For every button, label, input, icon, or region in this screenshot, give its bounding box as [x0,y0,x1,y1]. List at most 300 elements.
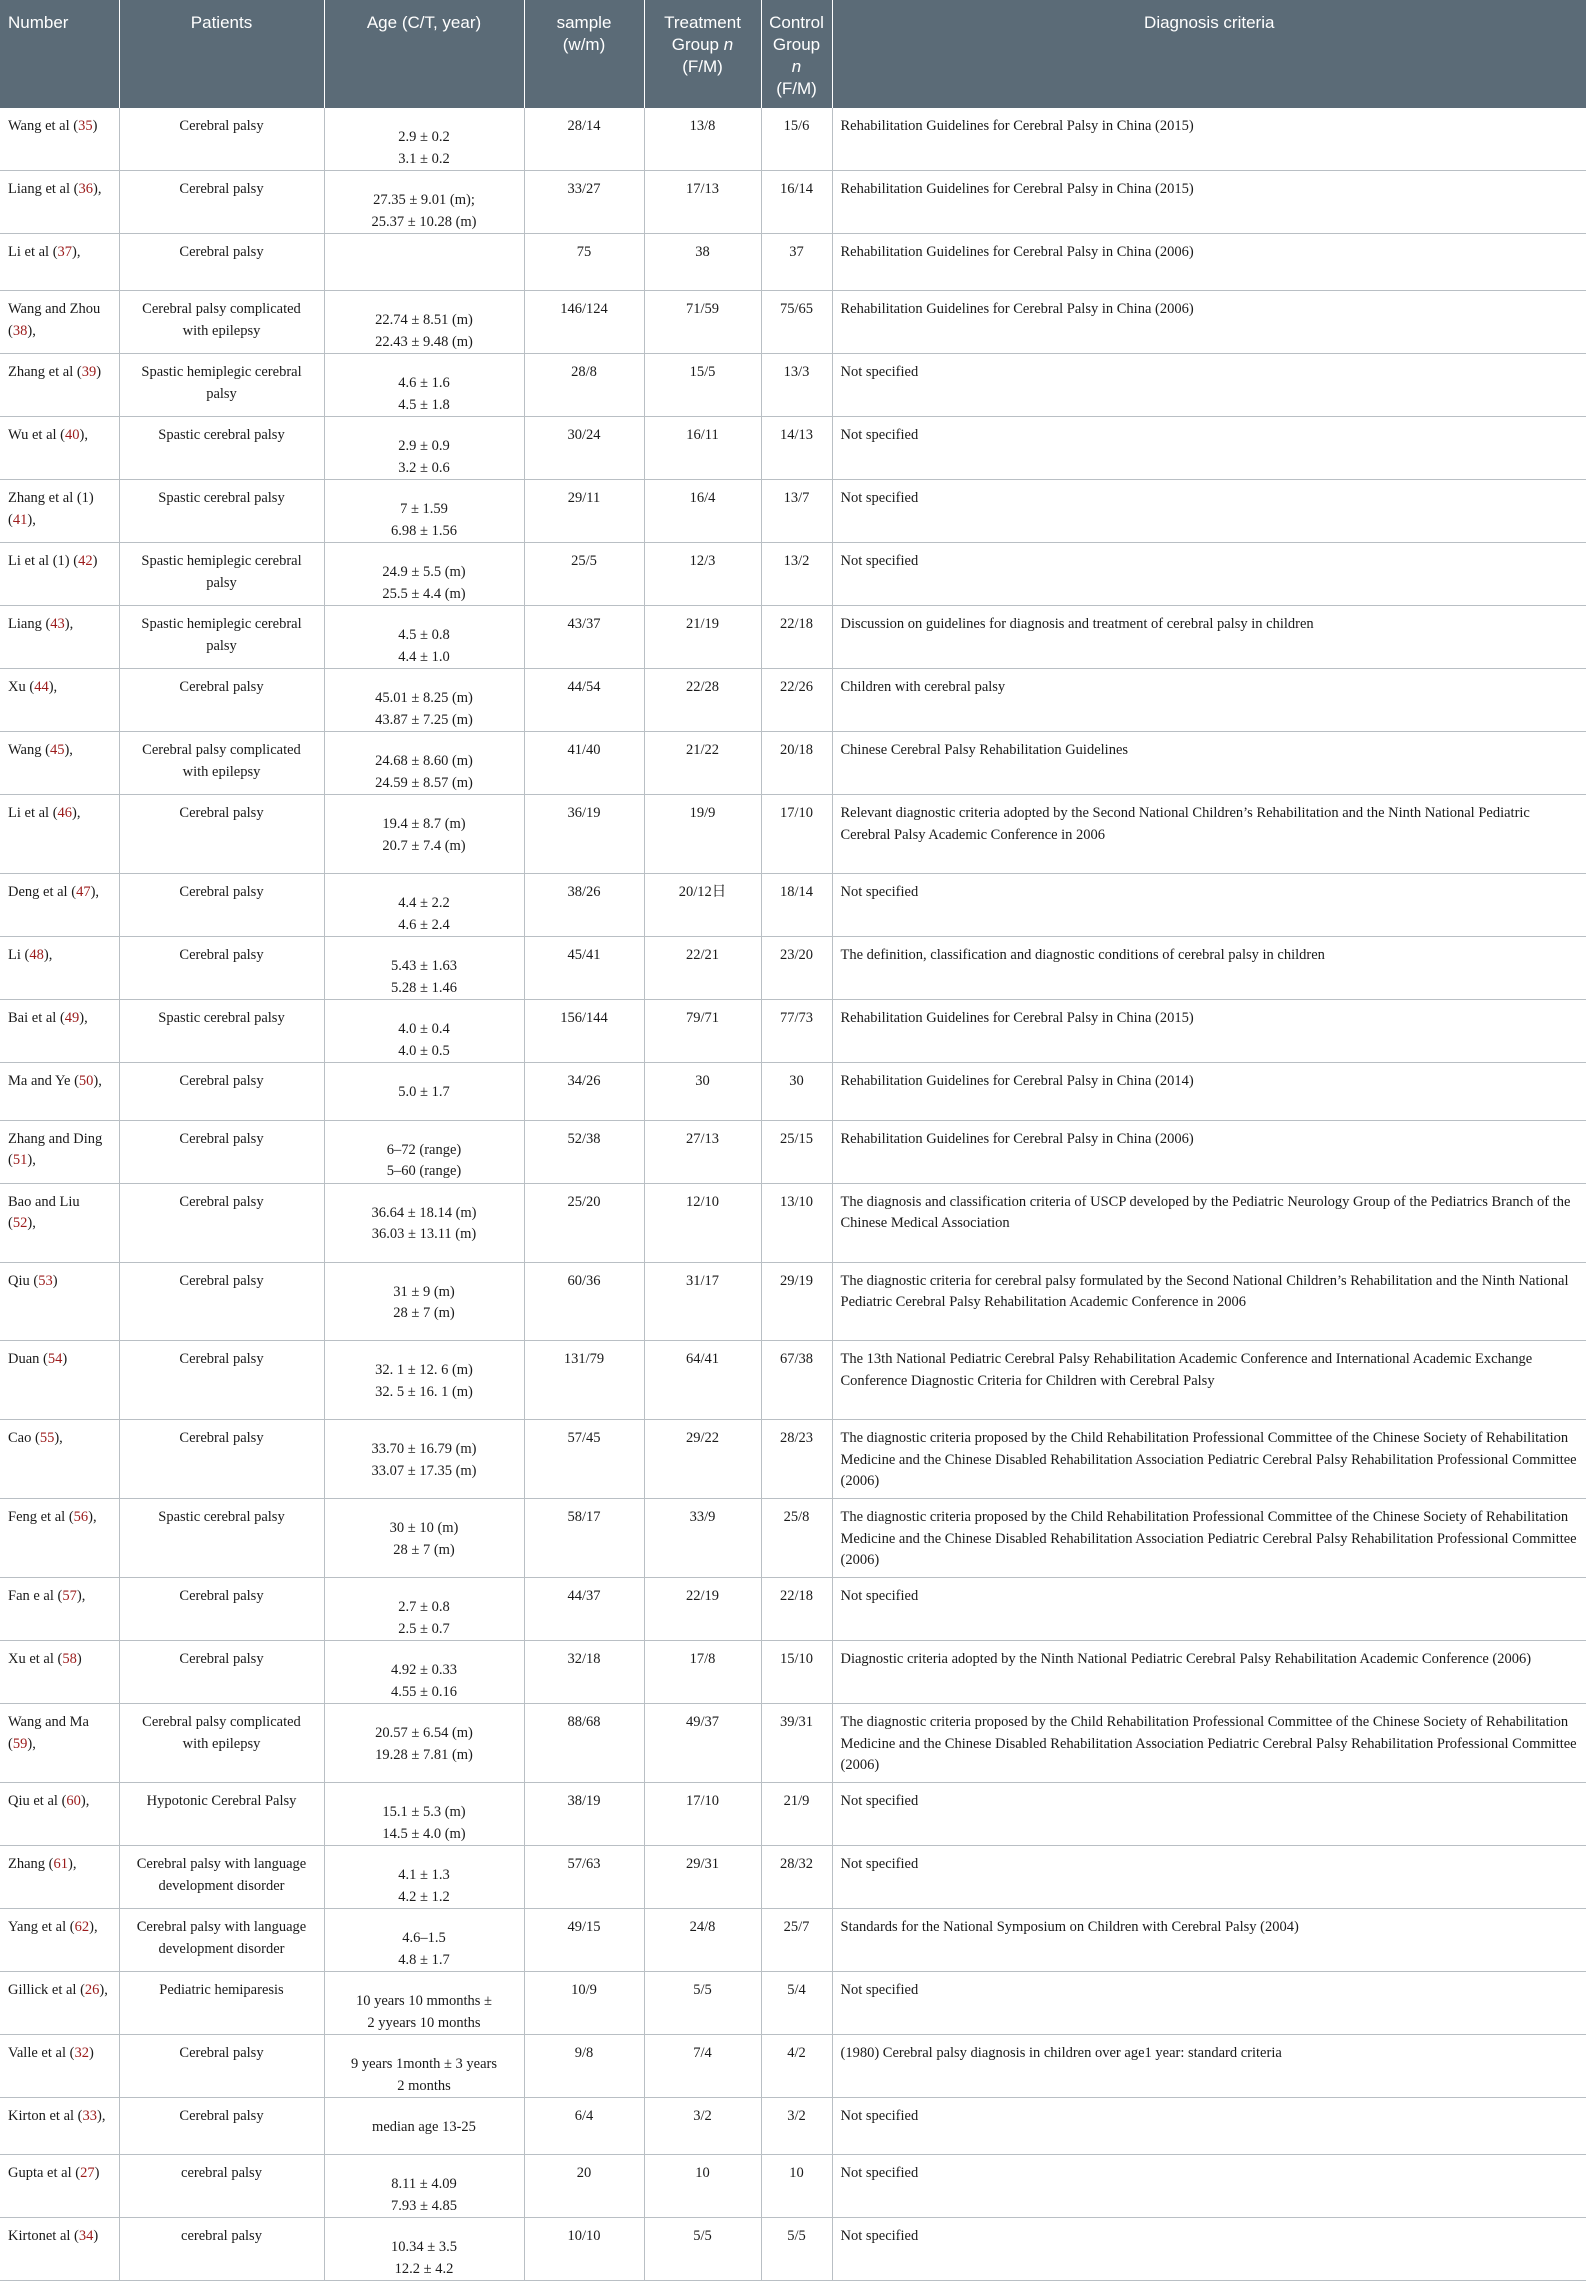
reference-suffix: , [53,679,58,696]
cell-sample: 25/5 [524,543,644,606]
cell-patients [119,1499,324,1578]
patients-line: Cerebral palsy [179,679,264,696]
age-line: 4.92 ± 0.33 [391,1662,457,1679]
author-name: Xu [8,679,26,696]
cell-sample: 52/38 [524,1120,644,1183]
reference-link: 40 [65,427,80,444]
table-row [0,1183,1586,1262]
cell-treatment: 21/22 [644,732,761,795]
cell-number: Li (48), [0,937,119,1000]
age-line: 20.7 ± 7.4 (m) [382,837,466,854]
age-line: 2.5 ± 0.7 [398,1620,450,1637]
cell-patients [119,2218,324,2281]
age-line: 4.0 ± 0.4 [398,1021,450,1038]
cell-number: Yang et al (62), [0,1909,119,1972]
cell-sample: 33/27 [524,171,644,234]
cell-control: 13/10 [761,1183,832,1262]
reference-link: 52 [12,1215,28,1232]
age-line: 2 months [397,2077,451,2094]
patients-line: Cerebral palsy [179,1130,264,1147]
cell-patients [119,171,324,234]
age-line: 4.5 ± 1.8 [398,396,450,413]
author-name: Kirton et al [8,2108,75,2125]
age-line: 32. 1 ± 12. 6 (m) [375,1362,473,1379]
reference-link: 43 [50,616,65,633]
cell-patients [119,234,324,291]
reference-link: 58 [62,1651,77,1668]
reference-suffix: , [76,244,81,260]
author-name: Deng et al [8,884,68,901]
reference-link: 53 [38,1272,53,1289]
cell-control: 30 [761,1063,832,1120]
patients-line: Hypotonic Cerebral Palsy [146,1793,297,1810]
cell-age [324,1578,524,1641]
reference-suffix: , [93,1509,97,1526]
header-control-line2 [768,34,826,78]
reference-link: 54 [47,1351,63,1368]
table-row [0,543,1586,606]
cell-patients [119,1704,324,1783]
age-line: 2 yyears 10 months [367,2014,481,2031]
cell-age [324,1499,524,1578]
reference-link: 62 [74,1919,90,1936]
cell-control: 22/18 [761,1578,832,1641]
patients-line: Cerebral palsy with language [136,1919,307,1936]
header-treatment-line1: Treatment [664,13,741,32]
reference-link: 51 [12,1152,28,1169]
reference-link: 27 [80,2165,95,2182]
cell-age [324,795,524,874]
header-treatment-line2 [651,34,755,56]
patients-line: palsy [206,637,237,654]
cell-number: Kirtonet al (34) [0,2218,119,2281]
table-row [0,1704,1586,1783]
cell-control: 13/3 [761,354,832,417]
age-line: 7.93 ± 4.85 [391,2197,457,2214]
age-line: 5.28 ± 1.46 [391,979,457,996]
age-line: 31 ± 9 (m) [393,1283,455,1300]
cell-patients [119,108,324,171]
reference-suffix: , [93,1919,98,1936]
cell-criteria: Rehabilitation Guidelines for Cerebral Palsy in China (2006) [832,1120,1586,1183]
cell-sample: 43/37 [524,606,644,669]
cell-sample: 9/8 [524,2035,644,2098]
cell-sample: 156/144 [524,1000,644,1063]
cell-patients [119,2035,324,2098]
header-patients: Patients [119,0,324,108]
cell-control: 18/14 [761,874,832,937]
cell-age [324,1704,524,1783]
cell-criteria: Not specified [832,480,1586,543]
cell-criteria: Not specified [832,874,1586,937]
reference-suffix: , [32,1215,36,1232]
age-line: 28 ± 7 (m) [393,1305,455,1322]
patients-line: Cerebral palsy complicated [142,1714,301,1731]
cell-age [324,732,524,795]
reference-suffix: , [69,742,73,759]
reference-suffix: , [84,1010,88,1027]
table-row [0,937,1586,1000]
cell-patients [119,1972,324,2035]
cell-treatment: 15/5 [644,354,761,417]
reference-link: 38 [12,322,28,339]
cell-criteria: Rehabilitation Guidelines for Cerebral Palsy in China (2015) [832,171,1586,234]
age-line: 19.28 ± 7.81 (m) [375,1746,473,1763]
author-name: Xu et al [8,1651,54,1668]
age-line: 33.07 ± 17.35 (m) [371,1462,477,1479]
age-line: 14.5 ± 4.0 (m) [382,1825,466,1842]
cell-control: 25/15 [761,1120,832,1183]
cell-number: Zhang et al (1) (41), [0,480,119,543]
patients-line: palsy [206,574,237,591]
cell-control: 77/73 [761,1000,832,1063]
patients-line: Cerebral palsy [179,1351,264,1368]
age-line: 5.43 ± 1.63 [391,958,457,975]
table-row [0,2035,1586,2098]
cell-criteria: Rehabilitation Guidelines for Cerebral Palsy in China (2015) [832,108,1586,171]
cell-control: 4/2 [761,2035,832,2098]
cell-number: Wang and Zhou (38), [0,291,119,354]
cell-criteria: Rehabilitation Guidelines for Cerebral Palsy in China (2006) [832,234,1586,291]
table-row [0,1063,1586,1120]
patients-line: Cerebral palsy [179,1430,264,1447]
reference-link: 41 [12,511,28,528]
cell-treatment: 16/11 [644,417,761,480]
reference-suffix: , [84,427,88,444]
reference-link: 44 [34,679,49,696]
cell-criteria: Rehabilitation Guidelines for Cerebral Palsy in China (2014) [832,1063,1586,1120]
reference-link: 39 [81,364,97,381]
cell-number: Li et al (46), [0,795,119,874]
patients-line: cerebral palsy [181,2165,262,2182]
cell-control: 75/65 [761,291,832,354]
table-row [0,1972,1586,2035]
cell-number: Kirton et al (33), [0,2098,119,2155]
cell-control: 22/26 [761,669,832,732]
reference-suffix: , [59,1430,63,1447]
table-row [0,354,1586,417]
cell-number: Feng et al (56), [0,1499,119,1578]
cell-control: 15/10 [761,1641,832,1704]
cell-number: Wu et al (40), [0,417,119,480]
cell-treatment: 22/19 [644,1578,761,1641]
cell-criteria: Not specified [832,543,1586,606]
cell-sample: 44/37 [524,1578,644,1641]
cell-sample: 41/40 [524,732,644,795]
patients-line: development disorder [158,1940,285,1957]
patients-line: Cerebral palsy [179,1272,264,1289]
cell-age [324,1063,524,1120]
header-treatment-line3: (F/M) [682,57,723,76]
cell-criteria: The 13th National Pediatric Cerebral Palsy Rehabilitation Academic Conference and International Academic Exchange Conference Diagnostic Criteria for Children with Cerebral Palsy [832,1341,1586,1420]
cell-criteria: Not specified [832,1578,1586,1641]
reference-suffix: , [72,1856,77,1873]
reference-link: 49 [64,1010,80,1027]
cell-number: Xu (44), [0,669,119,732]
cell-treatment: 27/13 [644,1120,761,1183]
patients-line: Cerebral palsy [179,1073,264,1090]
table-row [0,795,1586,874]
cell-criteria: Chinese Cerebral Palsy Rehabilitation Guidelines [832,732,1586,795]
cell-number: Zhang et al (39) [0,354,119,417]
header-control-line3: (F/M) [776,79,817,98]
cell-criteria: Not specified [832,354,1586,417]
header-control [761,0,832,108]
patients-line: Cerebral palsy [179,244,264,260]
table-row [0,291,1586,354]
author-name: Kirtonet al [8,2228,71,2245]
cell-sample: 49/15 [524,1909,644,1972]
patients-line: Spastic hemiplegic cerebral [141,616,302,633]
cell-age [324,1909,524,1972]
cell-number: Duan (54) [0,1341,119,1420]
author-name: Wang and Ma [8,1714,89,1731]
table-row [0,2098,1586,2155]
age-line: 10 years 10 mmonths ± [355,1993,493,2010]
age-line: 2.9 ± 0.9 [398,438,450,455]
cell-criteria: Not specified [832,1783,1586,1846]
reference-suffix: , [104,1982,108,1999]
age-line: 22.74 ± 8.51 (m) [375,312,473,329]
cell-sample: 32/18 [524,1641,644,1704]
age-line: 3.2 ± 0.6 [398,459,450,476]
table-row [0,480,1586,543]
table-row [0,1641,1586,1704]
patients-line: Cerebral palsy complicated [142,742,301,759]
age-line: 45.01 ± 8.25 (m) [375,690,473,707]
patients-line: Cerebral palsy [179,805,264,822]
table-row [0,1000,1586,1063]
cell-treatment: 38 [644,234,761,291]
age-line: 36.64 ± 18.14 (m) [371,1204,477,1221]
author-name: Wu et al [8,427,57,444]
cell-criteria: Relevant diagnostic criteria adopted by the Second National Children’s Rehabilitation and the Ninth National Pediatric Cerebral Palsy Academic Conference in 2006 [832,795,1586,874]
cell-age [324,480,524,543]
cell-age [324,1972,524,2035]
cell-age [324,171,524,234]
cell-control: 5/5 [761,2218,832,2281]
cell-criteria: The diagnostic criteria proposed by the Child Rehabilitation Professional Committee of the Chinese Society of Rehabilitation Medicine and the Chinese Disabled Rehabilitation Association Pediatric Cerebral Palsy Rehabilitation Professional Committee (2006) [832,1420,1586,1499]
cell-criteria: Rehabilitation Guidelines for Cerebral Palsy in China (2006) [832,291,1586,354]
table-row [0,1262,1586,1341]
age-line: 22.43 ± 9.48 (m) [375,333,473,350]
cell-number: Qiu et al (60), [0,1783,119,1846]
cell-control: 23/20 [761,937,832,1000]
cell-age [324,874,524,937]
table-row [0,1420,1586,1499]
author-name: Valle et al [8,2045,66,2062]
header-treatment-group: Group [671,35,720,54]
cell-criteria: Not specified [832,2155,1586,2218]
cell-number: Qiu (53) [0,1262,119,1341]
cell-patients [119,1909,324,1972]
age-line: 20.57 ± 6.54 (m) [375,1725,473,1742]
reference-suffix: , [69,616,74,633]
age-line: 24.9 ± 5.5 (m) [382,564,466,581]
cell-sample: 30/24 [524,417,644,480]
cell-number: Ma and Ye (50), [0,1063,119,1120]
cell-number: Xu et al (58) [0,1641,119,1704]
cell-control: 29/19 [761,1262,832,1341]
cell-patients [119,1120,324,1183]
cell-patients [119,1183,324,1262]
cell-control: 25/7 [761,1909,832,1972]
reference-suffix: , [97,181,102,197]
age-line: 4.6 ± 1.6 [398,375,450,392]
cell-age [324,937,524,1000]
cell-age [324,1641,524,1704]
cell-number: Bai et al (49), [0,1000,119,1063]
patients-line: Cerebral palsy [179,1193,264,1210]
table-row [0,732,1586,795]
cell-control: 21/9 [761,1783,832,1846]
table-body [0,108,1586,2281]
cell-control: 22/18 [761,606,832,669]
patients-line: Cerebral palsy with language [136,1856,307,1873]
cell-criteria: The diagnostic criteria for cerebral palsy formulated by the Second National Children’s Rehabilitation and the Ninth National Pediatric Cerebral Palsy Rehabilitation Academic Conference in 2006 [832,1262,1586,1341]
cell-control: 37 [761,234,832,291]
cell-number: Gillick et al (26), [0,1972,119,2035]
table-row [0,2155,1586,2218]
reference-suffix: , [32,1735,36,1752]
patients-line: Cerebral palsy [179,884,264,901]
reference-link: 32 [74,2045,89,2062]
cell-control: 3/2 [761,2098,832,2155]
cell-treatment: 49/37 [644,1704,761,1783]
author-name: Wang et al [8,118,70,134]
author-name: Qiu [8,1272,30,1289]
cell-age [324,108,524,171]
cell-criteria: Discussion on guidelines for diagnosis and treatment of cerebral palsy in children [832,606,1586,669]
table-row [0,1909,1586,1972]
cell-age [324,417,524,480]
cell-sample: 131/79 [524,1341,644,1420]
cell-age [324,1000,524,1063]
cell-patients [119,1783,324,1846]
reference-link: 50 [78,1073,94,1090]
age-line: 25.37 ± 10.28 (m) [371,213,477,230]
author-name: Zhang [8,1856,46,1873]
cell-sample: 36/19 [524,795,644,874]
reference-link: 61 [53,1856,69,1873]
header-control-group: Group [772,35,821,54]
cell-sample: 29/11 [524,480,644,543]
cell-sample: 57/63 [524,1846,644,1909]
cell-age [324,2098,524,2155]
cell-treatment: 21/19 [644,606,761,669]
reference-suffix: , [48,947,53,964]
cell-criteria: Not specified [832,2218,1586,2281]
cell-number: Cao (55), [0,1420,119,1499]
author-name: Li [8,947,21,964]
cell-treatment: 33/9 [644,1499,761,1578]
header-number: Number [0,0,119,108]
author-name: Wang and Zhou [8,301,101,318]
cell-criteria: Not specified [832,1846,1586,1909]
age-line: 25.5 ± 4.4 (m) [382,585,466,602]
patients-line: Spastic hemiplegic cerebral [141,553,302,570]
age-line: 28 ± 7 (m) [393,1541,455,1558]
reference-suffix: , [85,1793,90,1810]
header-control-line1: Control [769,13,824,32]
cell-control: 13/7 [761,480,832,543]
patients-line: Cerebral palsy complicated [142,301,301,318]
cell-treatment: 12/10 [644,1183,761,1262]
cell-control: 25/8 [761,1499,832,1578]
cell-number: Li et al (37), [0,234,119,291]
header-sample-line1: sample [556,13,612,32]
cell-patients [119,291,324,354]
cell-patients [119,354,324,417]
cell-patients [119,543,324,606]
author-name: Ma and Ye [8,1073,71,1090]
age-line: 36.03 ± 13.11 (m) [371,1226,477,1243]
reference-link: 59 [12,1735,28,1752]
patients-line: Cerebral palsy [179,947,264,964]
author-name: Zhang et al (1) [8,490,94,507]
patients-line: Cerebral palsy [179,2045,264,2062]
cell-treatment: 5/5 [644,2218,761,2281]
cell-age [324,1183,524,1262]
cell-control: 39/31 [761,1704,832,1783]
cell-patients [119,1000,324,1063]
cell-sample: 44/54 [524,669,644,732]
cell-treatment: 7/4 [644,2035,761,2098]
cell-treatment: 30 [644,1063,761,1120]
cell-sample: 28/8 [524,354,644,417]
table-row [0,108,1586,171]
table-row [0,606,1586,669]
cell-age [324,606,524,669]
patients-line: with epilepsy [182,763,261,780]
age-line: 24.68 ± 8.60 (m) [375,753,473,770]
age-line: 4.1 ± 1.3 [398,1867,450,1884]
table-row [0,417,1586,480]
cell-age [324,354,524,417]
author-name: Bai et al [8,1010,57,1027]
header-row [0,0,1586,108]
table-row [0,1578,1586,1641]
header-treatment [644,0,761,108]
cell-sample: 88/68 [524,1704,644,1783]
cell-number: Wang (45), [0,732,119,795]
cell-treatment: 31/17 [644,1262,761,1341]
header-treatment-n: n [723,35,734,54]
cell-treatment: 79/71 [644,1000,761,1063]
table-row [0,669,1586,732]
cell-treatment: 3/2 [644,2098,761,2155]
table-row [0,1120,1586,1183]
cell-criteria: Rehabilitation Guidelines for Cerebral Palsy in China (2015) [832,1000,1586,1063]
age-line: 4.6 ± 2.4 [398,916,450,933]
patients-line: Spastic hemiplegic cerebral [141,364,302,381]
patients-line: Pediatric hemiparesis [159,1982,284,1999]
age-line: 4.8 ± 1.7 [398,1951,450,1968]
cell-control: 10 [761,2155,832,2218]
cell-criteria: Not specified [832,2098,1586,2155]
table-row [0,1783,1586,1846]
cell-criteria: Not specified [832,417,1586,480]
cell-age [324,291,524,354]
cell-number: Bao and Liu (52), [0,1183,119,1262]
author-name: Li et al (1) [8,553,70,570]
patients-line: Cerebral palsy [179,118,264,134]
cell-age [324,543,524,606]
age-line: 7 ± 1.59 [400,501,448,518]
patients-line: Spastic cerebral palsy [158,1010,285,1027]
age-line: 12.2 ± 4.2 [394,2260,454,2277]
cell-sample: 57/45 [524,1420,644,1499]
